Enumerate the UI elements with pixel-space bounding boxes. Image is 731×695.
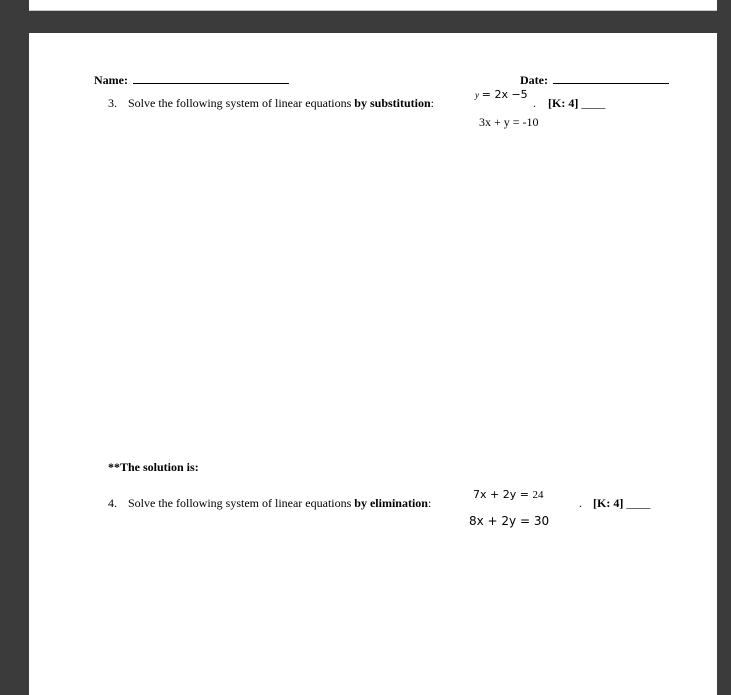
question-3-eq1-text: = 2x −5: [481, 88, 528, 101]
previous-page-edge: [29, 0, 717, 11]
question-4-eq1-left: 7x + 2y =: [473, 488, 533, 501]
question-4-eq1-right: 24: [532, 489, 544, 501]
question-3-equation-1: [475, 88, 528, 101]
question-4-marks-label: [K: 4]: [593, 496, 624, 510]
document-page: [29, 33, 717, 695]
question-4-prompt: [108, 496, 431, 511]
question-3-marks: [548, 96, 605, 111]
question-3-period: .: [533, 96, 536, 110]
date-blank: [553, 83, 669, 84]
question-4-equation-2: 8x + 2y = 30: [469, 514, 550, 528]
question-3-number: 3.: [108, 96, 117, 110]
question-4-marks-blank: ____: [626, 496, 651, 510]
question-4-number: 4.: [108, 496, 117, 510]
date-field: [520, 73, 669, 88]
question-3-prompt: [108, 96, 434, 111]
question-4-text: Solve the following system of linear equations: [128, 496, 355, 510]
name-blank: [133, 83, 289, 84]
question-4-colon: :: [427, 496, 432, 510]
name-label: Name:: [94, 73, 128, 87]
question-3-method: by substitution: [354, 96, 431, 110]
question-3-marks-blank: ____: [581, 96, 606, 110]
question-4-equation-1: [473, 488, 543, 501]
question-3-marks-label: [K: 4]: [548, 96, 579, 110]
question-3-colon: :: [430, 96, 435, 110]
question-4-period: .: [579, 496, 582, 510]
question-3-equation-2: 3x + y = -10: [479, 115, 539, 129]
question-3-eq1-variable: y: [475, 90, 479, 100]
question-4-marks: [593, 496, 650, 511]
name-field: [94, 73, 289, 88]
question-4-method: by elimination: [354, 496, 428, 510]
solution-label: **The solution is:: [108, 460, 199, 474]
date-label: Date:: [520, 73, 548, 87]
question-3-text: Solve the following system of linear equations: [128, 96, 355, 110]
